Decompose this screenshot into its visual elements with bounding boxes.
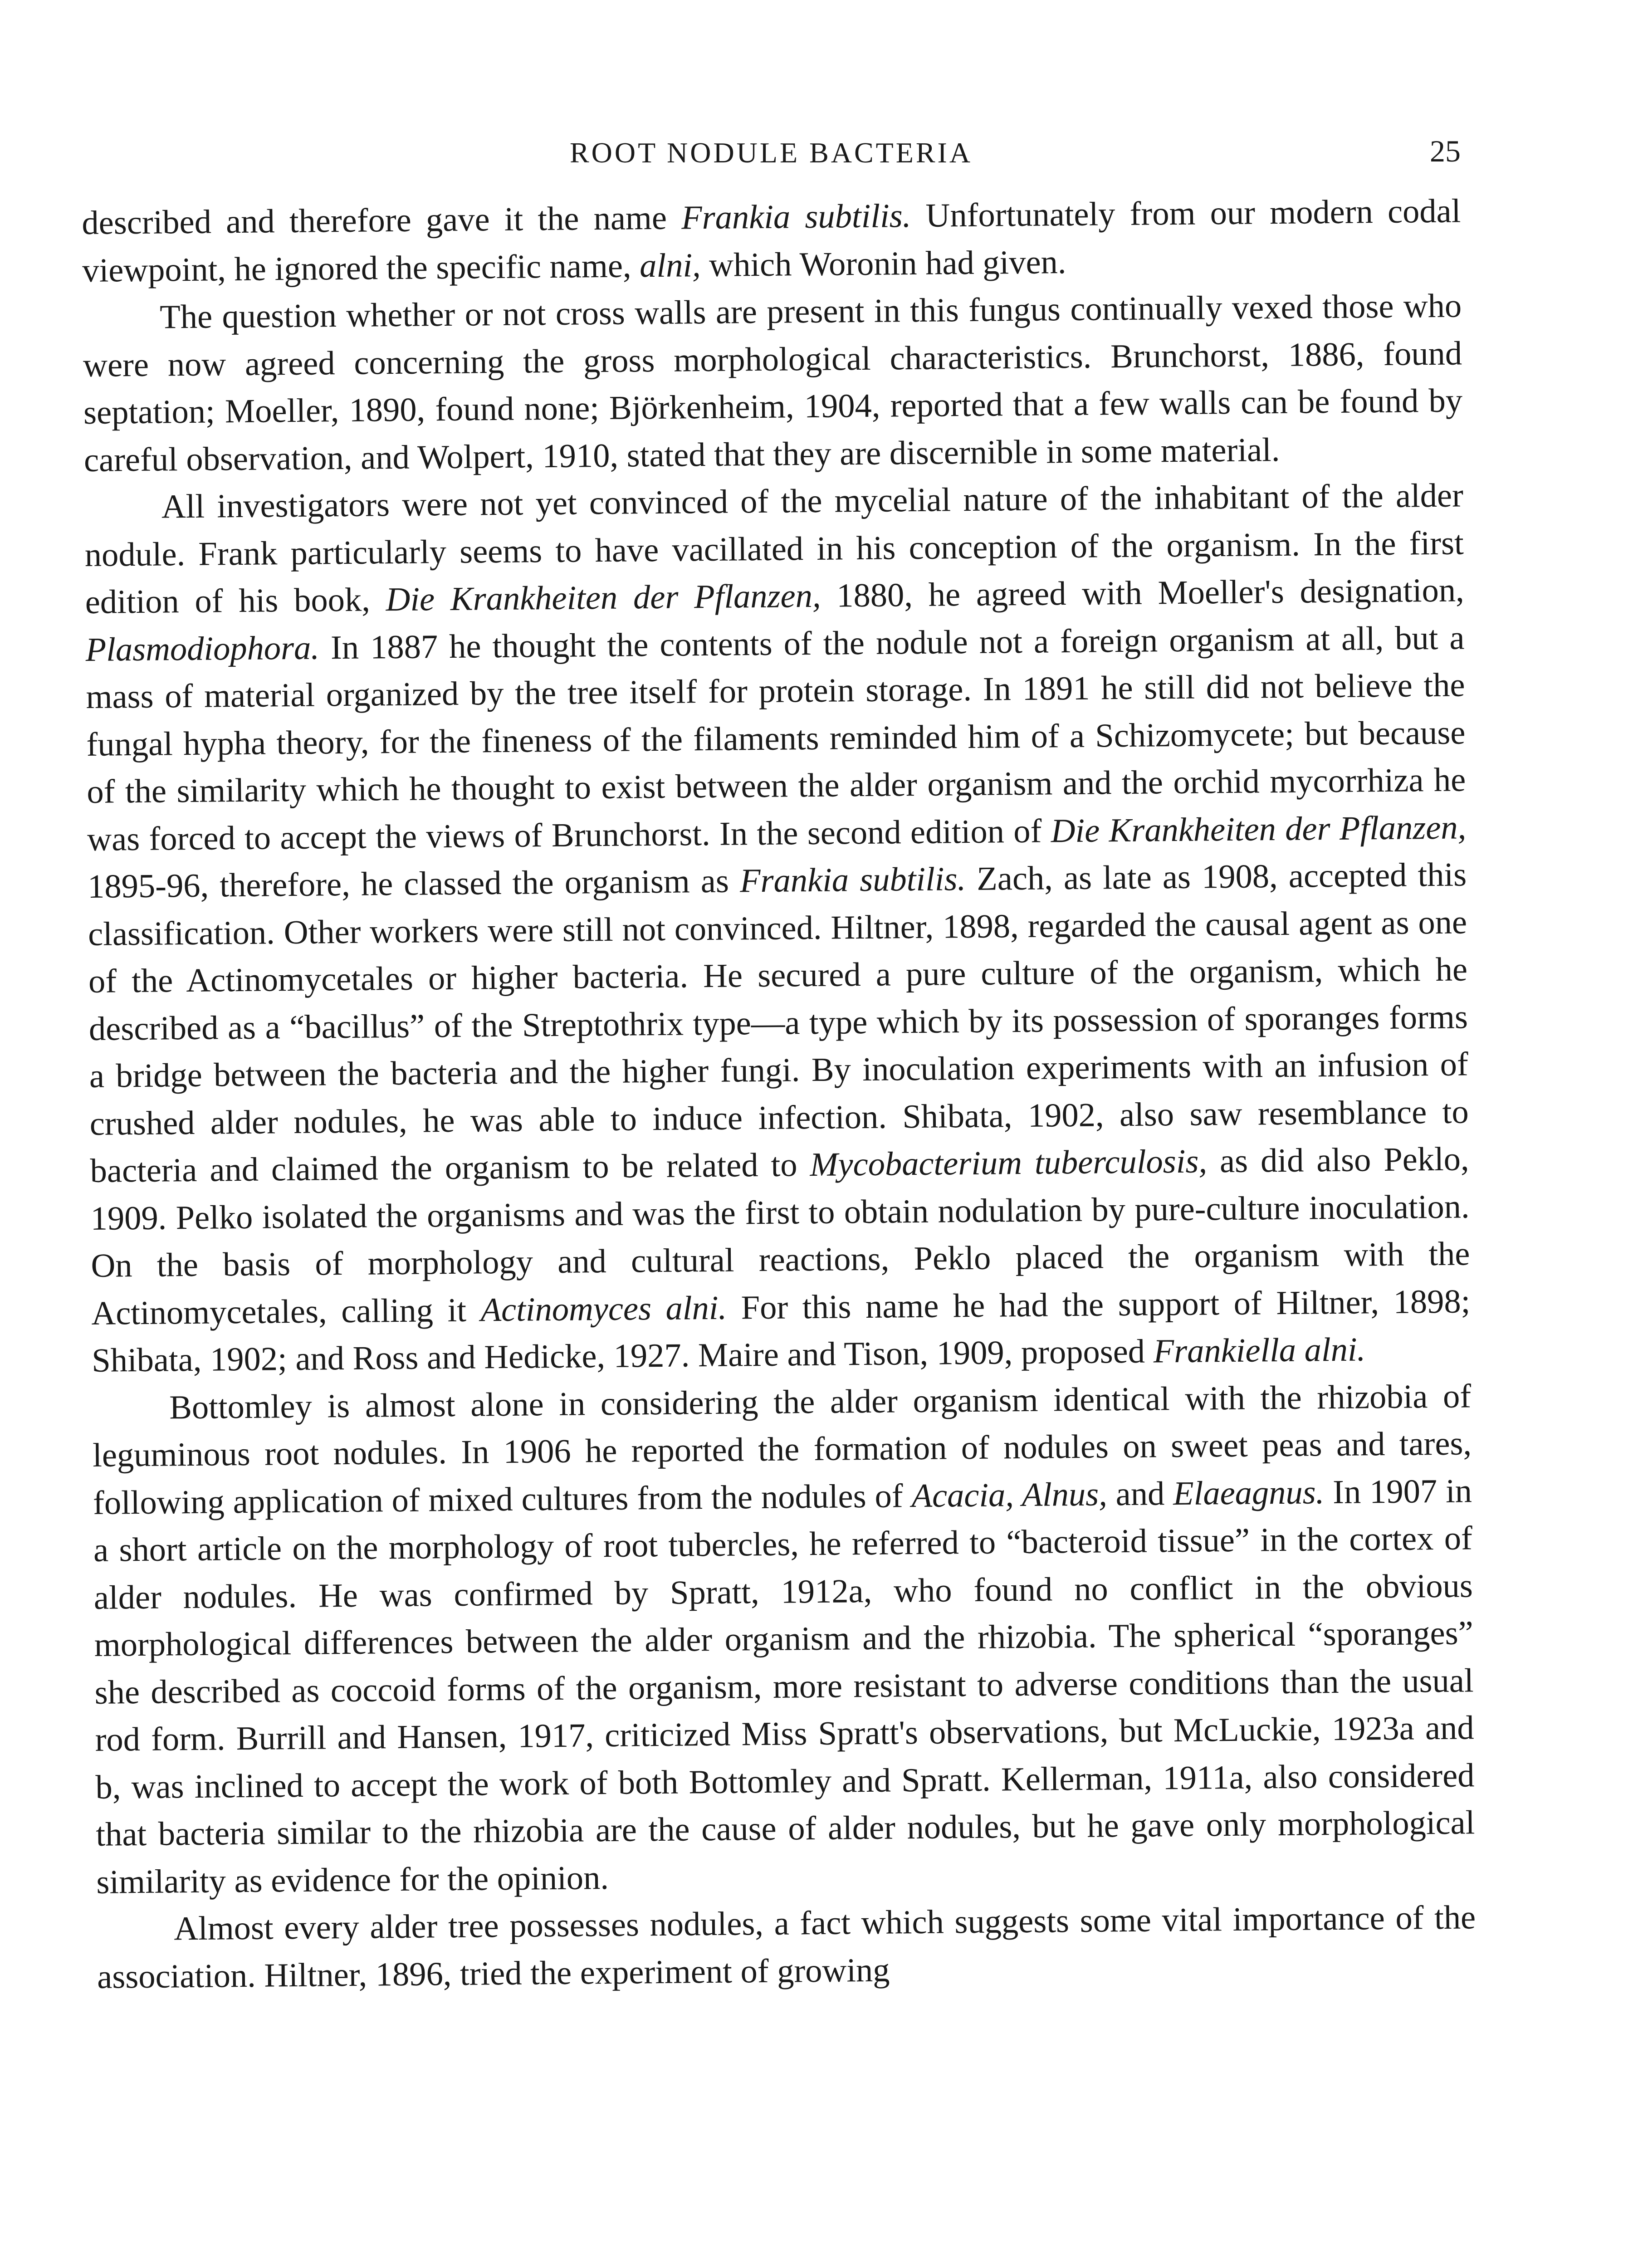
text-run: Almost every alder tree possesses nodules, a fact which suggests some vital importance of the association. Hiltner, 1896, tried the experiment of growing <box>97 1899 1476 1996</box>
text-run: The question whether or not cross walls are present in this fungus continually vexed those who were now agreed concerning the gross morphological characteristics. Brunchorst, 1886, found septation; Moeller, 1890, found none; Björkenheim, 1904, reported that a few walls can be found by careful observation, and Wolpert, 1910, stated that they are discernible in some material. <box>83 287 1463 479</box>
paragraph <box>84 472 1471 1384</box>
italic-text: Frankiella alni. <box>1153 1331 1366 1370</box>
italic-text: Plasmodiophora. <box>85 629 320 669</box>
text-run: Bottomley is almost alone in considering the alder organism identical with the rhizobia of leguminous root nodules. In 1906 he reported the formation of nodules on sweet peas and tares, following application of mixed cultures from the nodules of <box>92 1377 1472 1522</box>
italic-text: alni, <box>639 246 701 284</box>
paragraph <box>92 1373 1476 1906</box>
italic-text: Frankia subtilis. <box>681 197 911 237</box>
paragraph <box>83 282 1463 484</box>
text-run: and <box>1107 1475 1173 1513</box>
italic-text: Actinomyces alni. <box>480 1289 727 1329</box>
italic-text: Elaeagnus. <box>1173 1473 1325 1512</box>
text-run: as did also Peklo, 1909. Pelko isolated the organisms and was the first to obtain nodulation by pure-culture inoculation. On the basis of morphology and cultural reactions, Peklo placed the organism with the Actinomycetales, calling it <box>90 1140 1470 1332</box>
italic-text: Mycobacterium tuberculosis, <box>810 1143 1208 1184</box>
text-run: 1895-96, therefore, he classed the organism as <box>87 862 740 905</box>
text-run: All investigators were not yet convinced of the mycelial nature of the inhabitant of the alder nodule. Frank particularly seems to have vacillated in his conception of the organism. In the first edition of his book, <box>84 477 1464 621</box>
page-number: 25 <box>1430 134 1461 168</box>
text-run: Zach, as late as 1908, accepted this classification. Other workers were still not convinced. Hiltner, 1898, regarded the causal agent as one of the Actinomycetales or higher bacteria. He secured a pure culture of the organism, which he described as a “bacillus” of the Streptothrix type—a type which by its possession of sporanges forms a bridge between the bacteria and the higher fungi. By inoculation experiments with an infusion of crushed alder nodules, he was able to induce infection. Shibata, 1902, also saw resemblance to bacteria and claimed the organism to be related to <box>88 856 1469 1190</box>
running-head <box>82 136 1461 177</box>
text-run: Unfortunately from our modern codal viewpoint, he ignored the specific name, <box>82 192 1461 289</box>
body-text <box>82 187 1477 2000</box>
text-run: In 1887 he thought the contents of the nodule not a foreign organism at all, but a mass of material organized by the tree itself for protein storage. In 1891 he still did not believe the fungal hypha theory, for the fineness of the filaments reminded him of a Schizomycete; but because of the similarity which he thought to exist between the alder organism and the orchid mycorrhiza he was forced to accept the views of Brunchorst. In the second edition of <box>86 619 1466 858</box>
text-run: For this name he had the support of Hiltner, 1898; Shibata, 1902; and Ross and Hedicke, 1927. Maire and Tison, 1909, proposed <box>91 1282 1471 1379</box>
text-run: 1880, he agreed with Moeller's designation, <box>821 572 1464 615</box>
italic-text: Frankia subtilis. <box>739 860 966 900</box>
italic-text: Die Krankheiten der Pflanzen, <box>1051 808 1467 850</box>
text-run: which Woronin had given. <box>700 243 1066 284</box>
italic-text: Die Krankheiten der Pflanzen, <box>386 577 821 619</box>
italic-text: Acacia, Alnus, <box>911 1475 1108 1515</box>
text-run: In 1907 in a short article on the morphology of root tubercles, he referred to “bacteroid tissue” in the cortex of alder nodules. He was confirmed by Spratt, 1912a, who found no conflict in the obvious morphological differences between the alder organism and the rhizobia. The spherical “sporanges” she described as coccoid forms of the organism, more resistant to adverse conditions than the usual rod form. Burrill and Hansen, 1917, criticized Miss Spratt's observations, but McLuckie, 1923a and b, was inclined to accept the work of both Bottomley and Spratt. Kellerman, 1911a, also considered that bacteria similar to the rhizobia are the cause of alder nodules, but he gave only morphological similarity as evidence for the opinion. <box>93 1472 1475 1901</box>
running-title: ROOT NODULE BACTERIA <box>569 137 973 169</box>
paragraph <box>82 187 1462 294</box>
paragraph <box>97 1894 1477 2001</box>
text-run: described and therefore gave it the name <box>82 199 682 242</box>
